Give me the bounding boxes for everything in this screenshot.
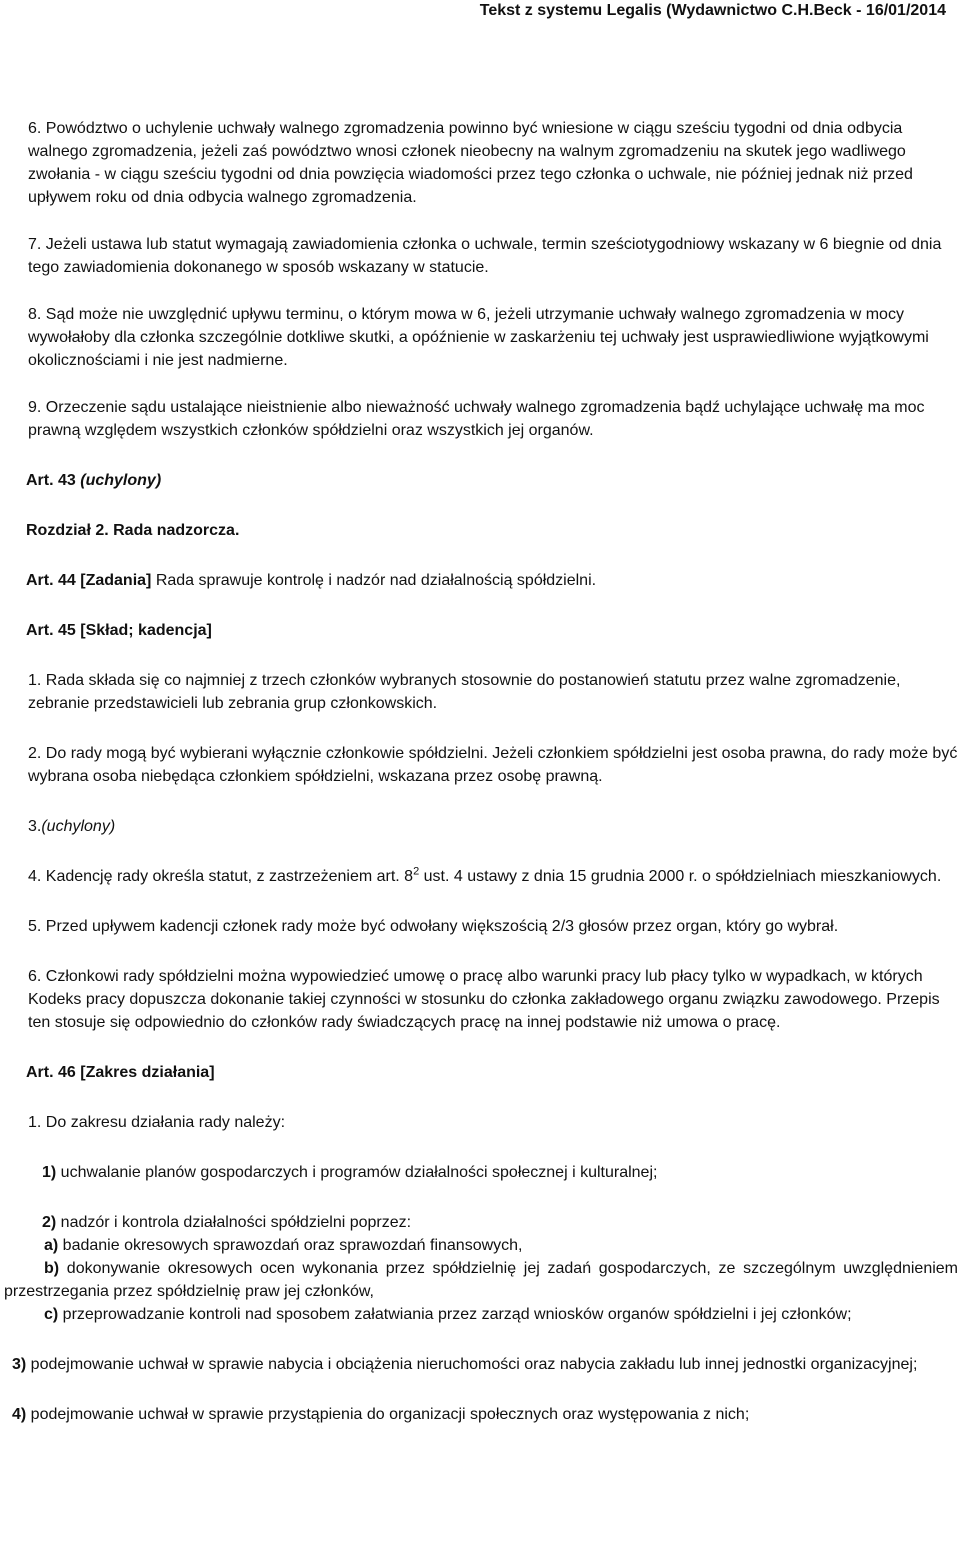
item-text: Rada składa się co najmniej z trzech członków wybranych stosownie do postanowień statutu przez walne zgromadzenie, zebranie przedstawicieli lub zebrania grup członkowskich. [28,672,901,712]
article-title: [Skład; kadencja] [75,622,212,639]
point-text: uchwalanie planów gospodarczych i programów działalności społecznej i kulturalnej; [56,1164,658,1181]
article-45-item-2 [4,742,958,788]
paragraph-text: Orzeczenie sądu ustalające nieistnienie albo nieważność uchwały walnego zgromadzenia bądź uchylające uchwałę ma moc prawną względem wszystkich członków spółdzielni oraz wszystkich jej organów. [28,399,925,439]
article-status: (uchylony) [75,472,162,489]
article-number: 44 [53,572,76,589]
item-number: 3. [28,818,42,835]
article-46-point-2-sub-c [4,1303,958,1326]
article-46-point-2-sub-b [4,1257,958,1303]
article-45-item-1 [4,669,958,715]
article-46-point-1 [4,1161,958,1184]
point-text: podejmowanie uchwał w sprawie nabycia i obciążenia nieruchomości oraz nabycia zakładu lub innej jednostki organizacyjnej; [26,1356,918,1373]
paragraph-text: Jeżeli ustawa lub statut wymagają zawiadomienia członka o uchwale, termin sześciotygodniowy wskazany w 6 biegnie od dnia tego zawiadomienia dokonanego w sposób wskazany w statucie. [28,236,942,276]
paragraph-number: 7. [28,236,42,253]
article-45-item-3 [4,815,958,838]
article-text: Rada sprawuje kontrolę i nadzór nad działalnością spółdzielni. [151,572,597,589]
item-text: Do rady mogą być wybierani wyłącznie członkowie spółdzielni. Jeżeli członkiem spółdzielni jest osoba prawna, do rady może być wybrana osoba niebędąca członkiem spółdzielni, wskazana przez osobę prawną. [28,745,958,785]
article-44 [4,569,958,592]
article-46-heading [4,1061,958,1084]
article-number: 45 [53,622,76,639]
superscript: 2 [413,865,420,878]
paragraph-number: 9. [28,399,42,416]
document-source-header: Tekst z systemu Legalis (Wydawnictwo C.H.Beck - 16/01/2014 [479,2,946,19]
item-text: Członkowi rady spółdzielni można wypowiedzieć umowę o pracę albo warunki pracy lub płacy tylko w wypadkach, w których Kodeks pracy dopuszcza dokonanie takiej czynności w stosunku do członka zakładowego organu związku zawodowego. Przepis ten stosuje się odpowiednio do członków rady świadczących pracę na innej podstawie niż umowa o pracę. [28,968,940,1031]
item-number: 2. [28,745,42,762]
paragraph-7 [4,233,958,279]
article-45-item-4 [4,865,958,888]
item-text: Do zakresu działania rady należy: [41,1114,286,1131]
point-number: 4) [12,1406,27,1423]
article-46-point-2 [4,1211,958,1234]
article-43-heading [4,469,958,492]
article-45-item-6 [4,965,958,1034]
article-46-point-3 [4,1353,958,1376]
article-number: 46 [53,1064,76,1081]
item-number: 6. [28,968,42,985]
item-number: 5. [28,918,42,935]
article-46-point-4 [4,1403,958,1426]
paragraph-text: Powództwo o uchylenie uchwały walnego zgromadzenia powinno być wniesione w ciągu sześciu tygodni od dnia odbycia walnego zgromadzenia, jeżeli zaś powództwo wnosi członek nieobecny na walnym zgromadzeniu na skutek jego wadliwego zwołania - w ciągu sześciu tygodni od dnia powzięcia wiadomości przez tego członka o uchwale, nie później jednak niż przed upływem roku od dnia odbycia walnego zgromadzenia. [28,120,913,206]
article-title: [Zadania] [75,572,152,589]
paragraph-9 [4,396,958,442]
chapter-heading: Rozdział 2. Rada nadzorcza. [26,522,240,539]
paragraph-number: 6. [28,120,42,137]
paragraph-text: Sąd może nie uwzględnić upływu terminu, o którym mowa w 6, jeżeli utrzymanie uchwały walnego zgromadzenia w mocy wywołałoby dla członka szczególnie dotkliwe skutki, a opóźnienie w zaskarżeniu tej uchwały jest usprawiedliwione wyjątkowymi okolicznościami i nie jest nadmierne. [28,306,929,369]
article-45-heading [4,619,958,642]
subpoint-letter: c) [44,1306,59,1323]
point-text: podejmowanie uchwał w sprawie przystąpienia do organizacji społecznych oraz występowania z nich; [26,1406,750,1423]
point-number: 1) [42,1164,57,1181]
item-number: 4. [28,868,42,885]
subpoint-text: dokonywanie okresowych ocen wykonania przez spółdzielnię jej zadań gospodarczych, ze szczególnym uwzględnieniem przestrzegania przez spółdzielnię praw jej członków, [4,1260,958,1300]
subpoint-text: badanie okresowych sprawozdań oraz sprawozdań finansowych, [58,1237,523,1254]
point-text: nadzór i kontrola działalności spółdzielni poprzez: [56,1214,412,1231]
article-title: [Zakres działania] [75,1064,215,1081]
paragraph-8 [4,303,958,372]
item-text: Kadencję rady określa statut, z zastrzeżeniem art. 8 [41,868,414,885]
item-number: 1. [28,672,42,689]
item-text: Przed upływem kadencji członek rady może być odwołany większością 2/3 głosów przez organ, który go wybrał. [41,918,839,935]
article-46-item-1 [4,1111,958,1134]
subpoint-text: przeprowadzanie kontroli nad sposobem załatwiania przez zarząd wniosków organów spółdzielni i jej członków; [58,1306,852,1323]
article-number: 43 [53,472,76,489]
article-label: Art. [26,572,54,589]
subpoint-letter: b) [44,1260,60,1277]
article-45-item-5 [4,915,958,938]
item-text: (uchylony) [41,818,116,835]
document-body [4,117,958,1426]
article-label: Art. [26,622,54,639]
item-number: 1. [28,1114,42,1131]
article-46-point-2-sub-a [4,1234,958,1257]
item-text-continued: ust. 4 ustawy z dnia 15 grudnia 2000 r. o spółdzielniach mieszkaniowych. [419,868,942,885]
point-number: 2) [42,1214,57,1231]
subpoint-letter: a) [44,1237,59,1254]
paragraph-number: 8. [28,306,42,323]
article-label: Art. [26,472,54,489]
article-label: Art. [26,1064,54,1081]
paragraph-6 [4,117,958,209]
point-number: 3) [12,1356,27,1373]
